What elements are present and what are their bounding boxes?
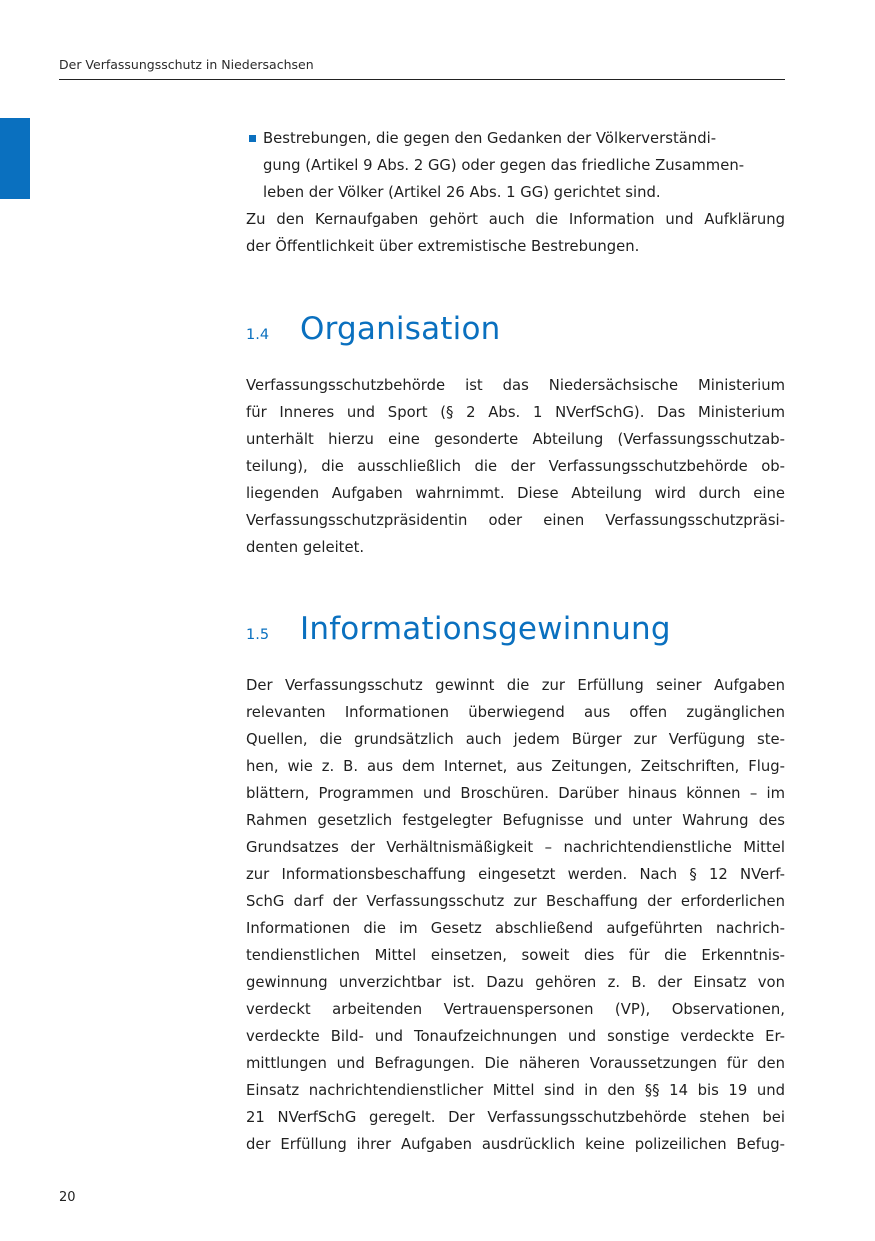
bullet-item bbox=[246, 125, 785, 206]
organisation-paragraph bbox=[246, 372, 785, 561]
paragraph-line: zur Informationsbeschaffung eingesetzt werden. Nach § 12 NVerf- bbox=[246, 866, 785, 883]
paragraph-line: Grundsatzes der Verhältnismäßigkeit – nachrichtendienstliche Mittel bbox=[246, 839, 785, 856]
intro-paragraph bbox=[246, 206, 785, 260]
paragraph-line: für Inneres und Sport (§ 2 Abs. 1 NVerfSchG). Das Ministerium bbox=[246, 404, 785, 421]
paragraph-line: der Öffentlichkeit über extremistische Bestrebungen. bbox=[246, 238, 640, 255]
paragraph-line: Der Verfassungsschutz gewinnt die zur Erfüllung seiner Aufgaben bbox=[246, 677, 785, 694]
chapter-side-tab bbox=[0, 118, 30, 199]
paragraph-line: gewinnung unverzichtbar ist. Dazu gehören z. B. der Einsatz von bbox=[246, 974, 785, 991]
paragraph-line: Zu den Kernaufgaben gehört auch die Information und Aufklärung bbox=[246, 211, 785, 228]
bullet-line: gung (Artikel 9 Abs. 2 GG) oder gegen das friedliche Zusammen- bbox=[263, 157, 745, 174]
paragraph-line: 21 NVerfSchG geregelt. Der Verfassungsschutzbehörde stehen bei bbox=[246, 1109, 785, 1126]
square-bullet-icon bbox=[249, 135, 256, 142]
paragraph-line: Informationen die im Gesetz abschließend aufgeführten nachrich- bbox=[246, 920, 785, 937]
informationsgewinnung-paragraph bbox=[246, 672, 785, 1158]
paragraph-line: relevanten Informationen überwiegend aus offen zugänglichen bbox=[246, 704, 785, 721]
paragraph-line: SchG darf der Verfassungsschutz zur Beschaffung der erforderlichen bbox=[246, 893, 785, 910]
paragraph-line: verdeckte Bild- und Tonaufzeichnungen und sonstige verdeckte Er- bbox=[246, 1028, 785, 1045]
section-heading-informationsgewinnung bbox=[246, 609, 785, 649]
paragraph-line: hen, wie z. B. aus dem Internet, aus Zeitungen, Zeitschriften, Flug- bbox=[246, 758, 785, 775]
paragraph-line: mittlungen und Befragungen. Die näheren Voraussetzungen für den bbox=[246, 1055, 785, 1072]
bullet-line: Bestrebungen, die gegen den Gedanken der Völkerverständi- bbox=[263, 130, 717, 147]
bullet-line: leben der Völker (Artikel 26 Abs. 1 GG) gerichtet sind. bbox=[263, 184, 661, 201]
section-title: Organisation bbox=[300, 311, 501, 347]
paragraph-line: liegenden Aufgaben wahrnimmt. Diese Abteilung wird durch eine bbox=[246, 485, 785, 502]
page-number: 20 bbox=[59, 1190, 76, 1205]
header-rule bbox=[59, 79, 785, 80]
page-body bbox=[246, 125, 785, 1158]
section-heading-organisation bbox=[246, 309, 785, 349]
paragraph-line: Verfassungsschutzbehörde ist das Niedersächsische Ministerium bbox=[246, 377, 785, 394]
paragraph-line: blättern, Programmen und Broschüren. Darüber hinaus können – im bbox=[246, 785, 785, 802]
section-number: 1.4 bbox=[246, 327, 270, 343]
paragraph-line: unterhält hierzu eine gesonderte Abteilung (Verfassungsschutzab- bbox=[246, 431, 785, 448]
section-title: Informationsgewinnung bbox=[300, 611, 671, 647]
paragraph-line: teilung), die ausschließlich die der Verfassungsschutzbehörde ob- bbox=[246, 458, 785, 475]
paragraph-line: der Erfüllung ihrer Aufgaben ausdrücklich keine polizeilichen Befug- bbox=[246, 1136, 785, 1153]
paragraph-line: Einsatz nachrichtendienstlicher Mittel sind in den §§ 14 bis 19 und bbox=[246, 1082, 785, 1099]
paragraph-line: verdeckt arbeitenden Vertrauenspersonen (VP), Observationen, bbox=[246, 1001, 785, 1018]
paragraph-line: Rahmen gesetzlich festgelegter Befugnisse und unter Wahrung des bbox=[246, 812, 785, 829]
running-header-title: Der Verfassungsschutz in Niedersachsen bbox=[59, 57, 314, 72]
paragraph-line: denten geleitet. bbox=[246, 539, 365, 556]
paragraph-line: Verfassungsschutzpräsidentin oder einen Verfassungsschutzpräsi- bbox=[246, 512, 785, 529]
paragraph-line: Quellen, die grundsätzlich auch jedem Bürger zur Verfügung ste- bbox=[246, 731, 785, 748]
paragraph-line: tendienstlichen Mittel einsetzen, soweit dies für die Erkenntnis- bbox=[246, 947, 785, 964]
section-number: 1.5 bbox=[246, 627, 270, 643]
